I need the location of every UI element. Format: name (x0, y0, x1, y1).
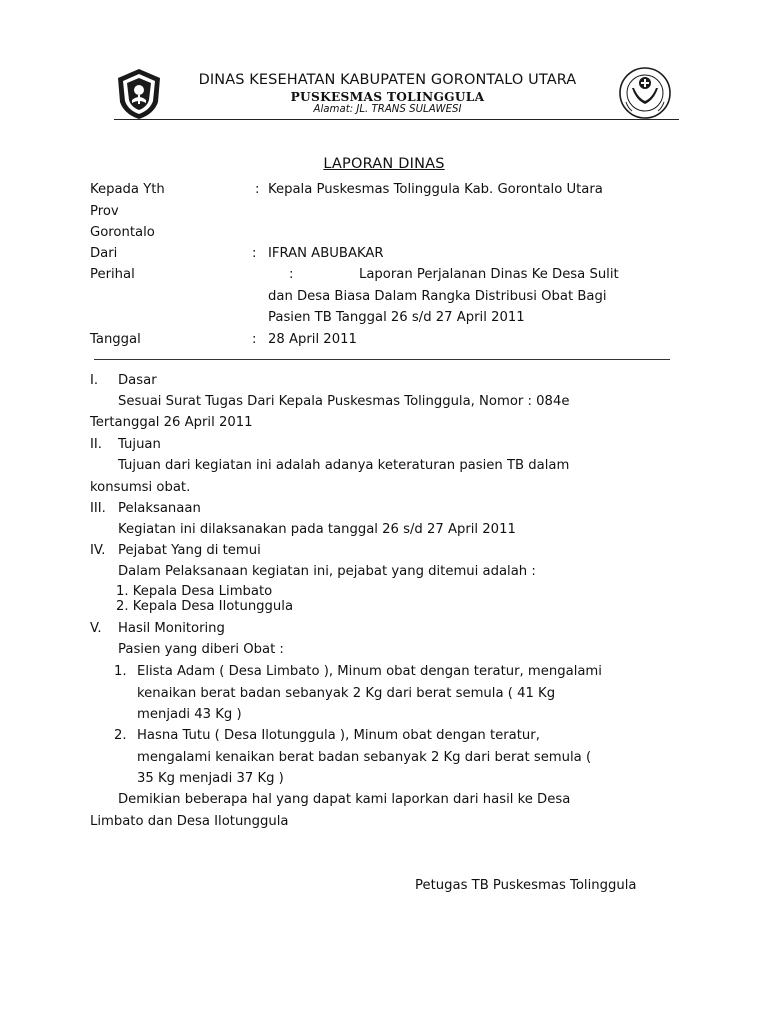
perihal-label: Perihal (90, 267, 135, 282)
section-heading: Tujuan (118, 437, 161, 452)
header-divider (94, 359, 670, 360)
pejabat-text: Dalam Pelaksanaan kegiatan ini, pejabat yang ditemui adalah : (118, 564, 536, 579)
list-item: 1. Kepala Desa Limbato (116, 584, 273, 599)
tanggal-colon: : (252, 332, 257, 347)
section-number: I. (90, 373, 99, 388)
hasil-intro: Pasien yang diberi Obat : (118, 642, 284, 657)
office-name: PUSKESMAS TOLINGGULA (290, 90, 485, 104)
patient-1-line3: menjadi 43 Kg ) (137, 707, 242, 722)
dari-value: IFRAN ABUBAKAR (268, 246, 384, 261)
agency-name: DINAS KESEHATAN KABUPATEN GORONTALO UTARA (198, 72, 577, 88)
patient-2-line1: Hasna Tutu ( Desa Ilotunggula ), Minum obat dengan teratur, (137, 728, 540, 743)
patient-2-line3: 35 Kg menjadi 37 Kg ) (137, 771, 284, 786)
list-item-number: 1. (114, 664, 127, 679)
pelaksanaan-text: Kegiatan ini dilaksanakan pada tanggal 26 s/d 27 April 2011 (118, 522, 516, 537)
office-address: Alamat: JL. TRANS SULAWESI (313, 104, 462, 115)
section-heading: Pejabat Yang di temui (118, 543, 261, 558)
patient-1-line1: Elista Adam ( Desa Limbato ), Minum obat dengan teratur, mengalami (137, 664, 602, 679)
signature-title: Petugas TB Puskesmas Tolinggula (415, 878, 637, 893)
kepada-value-cont-prov: Prov (90, 204, 119, 219)
closing-line2: Limbato dan Desa Ilotunggula (90, 814, 289, 829)
health-ministry-logo (618, 66, 672, 120)
dasar-text-line1: Sesuai Surat Tugas Dari Kepala Puskesmas Tolinggula, Nomor : 084e (118, 394, 570, 409)
section-heading: Pelaksanaan (118, 501, 201, 516)
kepada-label: Kepada Yth (90, 182, 165, 197)
dari-label: Dari (90, 246, 118, 261)
kepada-value: Kepala Puskesmas Tolinggula Kab. Gorontalo Utara (268, 182, 603, 197)
regency-emblem-logo (116, 68, 162, 120)
section-heading: Hasil Monitoring (118, 621, 225, 636)
dasar-text-line2: Tertanggal 26 April 2011 (90, 415, 253, 430)
tanggal-value: 28 April 2011 (268, 332, 357, 347)
tanggal-label: Tanggal (90, 332, 141, 347)
perihal-value-line1: Laporan Perjalanan Dinas Ke Desa Sulit (359, 267, 619, 282)
kepada-colon: : (255, 182, 260, 197)
tujuan-text-line2: konsumsi obat. (90, 480, 191, 495)
section-number: III. (90, 501, 106, 516)
perihal-value-line3: Pasien TB Tanggal 26 s/d 27 April 2011 (268, 310, 525, 325)
letterhead-divider (114, 119, 679, 120)
list-item-number: 2. (114, 728, 127, 743)
patient-1-line2: kenaikan berat badan sebanyak 2 Kg dari berat semula ( 41 Kg (137, 686, 556, 701)
closing-line1: Demikian beberapa hal yang dapat kami laporkan dari hasil ke Desa (118, 792, 571, 807)
list-item: 2. Kepala Desa Ilotunggula (116, 599, 294, 614)
dari-colon: : (252, 246, 257, 261)
document-title: LAPORAN DINAS (323, 156, 445, 172)
tujuan-text-line1: Tujuan dari kegiatan ini adalah adanya keteraturan pasien TB dalam (118, 458, 570, 473)
perihal-colon: : (289, 267, 294, 282)
section-number: V. (90, 621, 102, 636)
section-number: II. (90, 437, 102, 452)
section-heading: Dasar (118, 373, 157, 388)
section-number: IV. (90, 543, 106, 558)
kepada-value-cont-gorontalo: Gorontalo (90, 225, 155, 240)
patient-2-line2: mengalami kenaikan berat badan sebanyak 2 Kg dari berat semula ( (137, 750, 592, 765)
perihal-value-line2: dan Desa Biasa Dalam Rangka Distribusi Obat Bagi (268, 289, 607, 304)
